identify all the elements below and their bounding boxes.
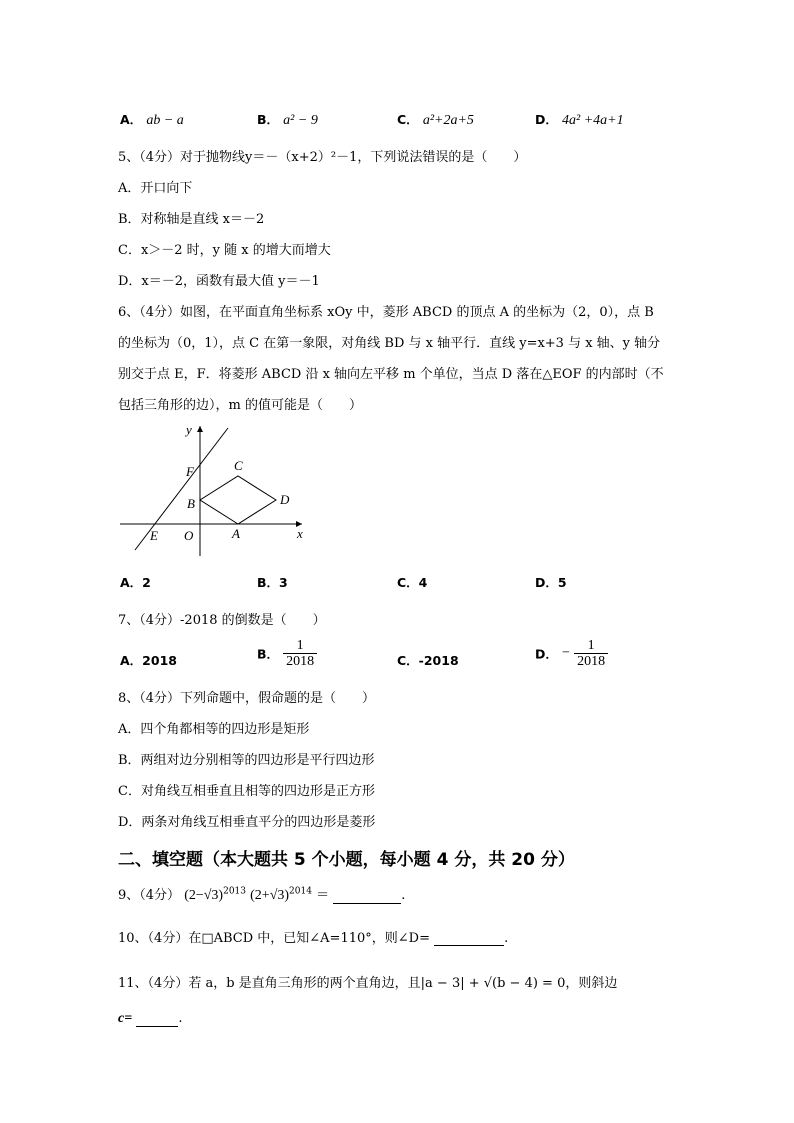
q6-rhombus-figure: [110, 420, 315, 560]
q7-option-d: D． − $\frac{1}{2018}$: [535, 638, 608, 669]
label-o: O: [184, 528, 194, 543]
q7-option-c: C．-2018: [397, 653, 459, 668]
label-e: E: [150, 528, 158, 543]
q8-stem: 8、（4分）下列命题中，假命题的是（ ）: [118, 691, 376, 706]
q10-answer-blank[interactable]: [434, 933, 504, 946]
q5-option-c: C．x＞－2 时，y 随 x 的增大而增大: [118, 243, 331, 258]
q5-option-d: D．x＝－2，函数有最大值 y＝－1: [118, 274, 320, 289]
q5-option-a: A．开口向下: [118, 181, 193, 196]
q6-option-a: A．2: [120, 575, 151, 590]
q7-option-a: A．2018: [120, 653, 177, 668]
q6-option-d: D．5: [535, 575, 567, 590]
q11-line2: c= .: [118, 1011, 183, 1026]
q7-stem: 7、（4分）-2018 的倒数是（ ）: [118, 613, 326, 628]
q8-option-b: B．两组对边分别相等的四边形是平行四边形: [118, 753, 375, 768]
label-y: y: [186, 422, 192, 437]
q9-answer-blank[interactable]: [333, 891, 401, 904]
q10: 10、（4分）在□ABCD 中，已知∠A=110°，则∠D= .: [118, 931, 509, 946]
q7-option-b: B． $\frac{1}{2018}$: [257, 638, 317, 669]
q4-option-d: D． 4a² +4a+1: [535, 112, 624, 128]
q6-stem-line4: 包括三角形的边），m 的值可能是（ ）: [118, 398, 362, 413]
q5-stem: 5、（4分）对于抛物线y＝－（x+2）²－1，下列说法错误的是（ ）: [118, 150, 527, 165]
q6-option-c: C．4: [397, 575, 428, 590]
y-axis-arrow: [197, 426, 203, 432]
q5-option-b: B．对称轴是直线 x＝－2: [118, 212, 265, 227]
q4-option-b: B． a² − 9: [257, 112, 318, 128]
label-x: x: [297, 526, 303, 541]
section-fill-in-blank-heading: 二、填空题（本大题共 5 个小题，每小题 4 分，共 20 分）: [118, 850, 575, 870]
rhombus-abcd: [200, 476, 276, 524]
label-c: C: [234, 458, 243, 473]
q8-option-d: D．两条对角线互相垂直平分的四边形是菱形: [118, 815, 376, 830]
q7-option-d-fraction: $\frac{1}{2018}$: [574, 638, 608, 669]
q6-stem-line1: 6、（4分）如图，在平面直角坐标系 xOy 中，菱形 ABCD 的顶点 A 的坐标为（2，0），点 B: [118, 305, 654, 320]
q11-answer-blank[interactable]: [136, 1014, 178, 1027]
q4-option-c: C． a²+2a+5: [397, 112, 474, 128]
label-b: B: [187, 496, 195, 511]
line-ef: [135, 428, 228, 550]
q6-option-b: B．3: [257, 575, 288, 590]
label-d: D: [280, 492, 290, 507]
q8-option-a: A．四个角都相等的四边形是矩形: [118, 722, 310, 737]
q4-option-a: A． ab − a: [120, 112, 184, 128]
q6-stem-line2: 的坐标为（0，1），点 C 在第一象限，对角线 BD 与 x 轴平行．直线 y=x+3 与 x 轴、y 轴分: [118, 336, 661, 351]
label-a: A: [232, 526, 240, 541]
q9: 9、（4分） $(2-√3)^{2013}$ $(2+√3)^{2014}$ ＝ .: [118, 886, 406, 903]
q11-line1: 11、（4分）若 a，b 是直角三角形的两个直角边，且|a − 3| + √(b − 4) = 0，则斜边: [118, 976, 618, 991]
q8-option-c: C．对角线互相垂直且相等的四边形是正方形: [118, 784, 375, 799]
q6-stem-line3: 别交于点 E，F．将菱形 ABCD 沿 x 轴向左平移 m 个单位，当点 D 落在△EOF 的内部时（不: [118, 367, 664, 382]
label-f: F: [186, 464, 194, 479]
q7-option-b-fraction: $\frac{1}{2018}$: [283, 638, 317, 669]
